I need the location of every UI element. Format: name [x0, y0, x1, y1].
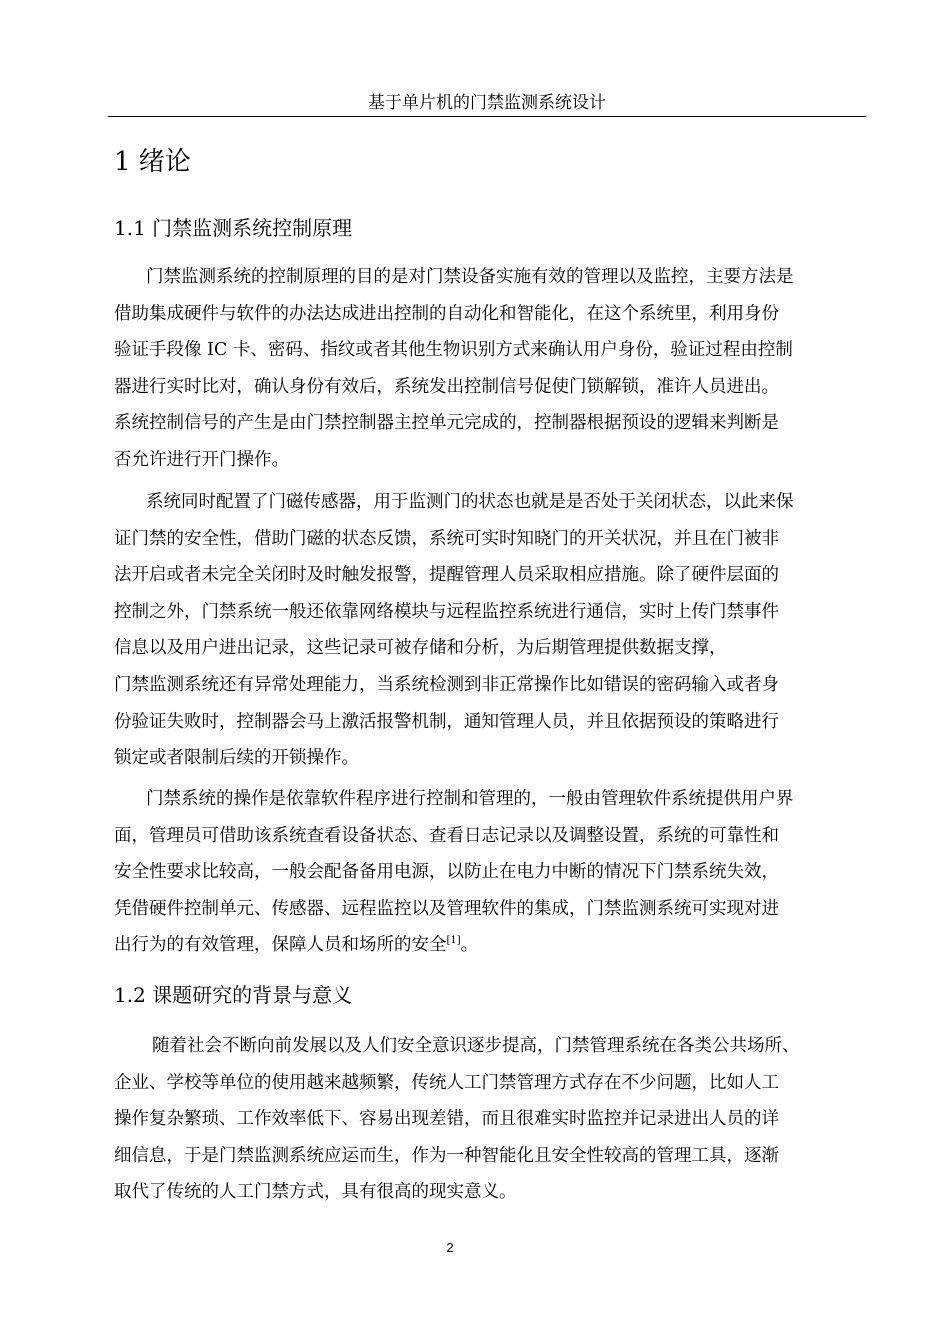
- paragraph-line: 门禁监测系统的控制原理的目的是对门禁设备实施有效的管理以及监控，主要方法是: [146, 267, 794, 287]
- paragraph-line: 证门禁的安全性，借助门磁的状态反馈，系统可实时知晓门的开关状况，并且在门被非: [114, 528, 779, 549]
- chapter-heading: 1 绪论: [114, 147, 191, 177]
- paragraph-line: 信息以及用户进出记录，这些记录可被存储和分析，为后期管理提供数据支撑，: [114, 638, 727, 659]
- paragraph-line: 随着社会不断向前发展以及人们安全意识逐步提高，门禁管理系统在各类公共场所、: [152, 1036, 800, 1056]
- running-header-title: 基于单片机的门禁监测系统设计: [368, 93, 606, 113]
- paragraph-line: 法开启或者未完全关闭时及时触发报警，提醒管理人员采取相应措施。除了硬件层面的: [114, 565, 779, 586]
- paragraph-2: [114, 484, 860, 777]
- paragraph-line: 控制之外，门禁系统一般还依靠网络模块与远程监控系统进行通信，实时上传门禁事件: [114, 601, 779, 622]
- paragraph-text: 出行为的有效管理，保障人员和场所的安全: [114, 935, 447, 956]
- paragraph-line: 细信息，于是门禁监测系统应运而生，作为一种智能化且安全性较高的管理工具，逐渐: [114, 1145, 779, 1166]
- section-heading-1-1: 1.1 门禁监测系统控制原理: [114, 216, 353, 240]
- header-divider: [108, 116, 866, 117]
- paragraph-line: 面，管理员可借助该系统查看设备状态、查看日志记录以及调整设置，系统的可靠性和: [114, 825, 779, 846]
- paragraph-line: 锁定或者限制后续的开锁操作。: [114, 748, 359, 769]
- paragraph-line: 否允许进行开门操作。: [114, 449, 289, 470]
- paragraph-line: 验证手段像 IC 卡、密码、指纹或者其他生物识别方式来确认用户身份，验证过程由控制: [114, 340, 793, 361]
- paragraph-line: 门禁监测系统还有异常处理能力，当系统检测到非正常操作比如错误的密码输入或者身: [114, 674, 779, 695]
- paragraph-line-last: [114, 927, 860, 964]
- paragraph-4: [114, 1028, 860, 1211]
- paragraph-1: [114, 259, 860, 479]
- paragraph-line: 安全性要求比较高，一般会配备备用电源，以防止在电力中断的情况下门禁系统失效，: [114, 862, 779, 883]
- paragraph-line: 企业、学校等单位的使用越来越频繁，传统人工门禁管理方式存在不少问题，比如人工: [114, 1072, 779, 1093]
- paragraph-line: 凭借硬件控制单元、传感器、远程监控以及管理软件的集成，门禁监测系统可实现对进: [114, 898, 779, 919]
- paragraph-text-end: 。: [460, 935, 479, 956]
- paragraph-line: 份验证失败时，控制器会马上激活报警机制，通知管理人员，并且依据预设的策略进行: [114, 711, 779, 732]
- page-number-text: 2: [446, 1240, 454, 1255]
- paragraph-3: [114, 781, 860, 964]
- paragraph-line: 取代了传统的人工门禁方式，具有很高的现实意义。: [114, 1182, 517, 1203]
- paragraph-line: 系统控制信号的产生是由门禁控制器主控单元完成的，控制器根据预设的逻辑来判断是: [114, 413, 779, 434]
- paragraph-line: 门禁系统的操作是依靠软件程序进行控制和管理的，一般由管理软件系统提供用户界: [146, 789, 794, 809]
- citation-reference[interactable]: [1]: [446, 935, 461, 947]
- paragraph-line: 操作复杂繁琐、工作效率低下、容易出现差错，而且很难实时监控并记录进出人员的详: [114, 1109, 779, 1130]
- page-number: [0, 1240, 950, 1256]
- section-heading-1-2: 1.2 课题研究的背景与意义: [114, 983, 353, 1007]
- paragraph-line: 借助集成硬件与软件的办法达成进出控制的自动化和智能化，在这个系统里，利用身份: [114, 303, 779, 324]
- paragraph-line: 器进行实时比对，确认身份有效后，系统发出控制信号促使门锁解锁，准许人员进出。: [114, 376, 779, 397]
- paragraph-line: 系统同时配置了门磁传感器，用于监测门的状态也就是是否处于关闭状态，以此来保: [146, 492, 794, 512]
